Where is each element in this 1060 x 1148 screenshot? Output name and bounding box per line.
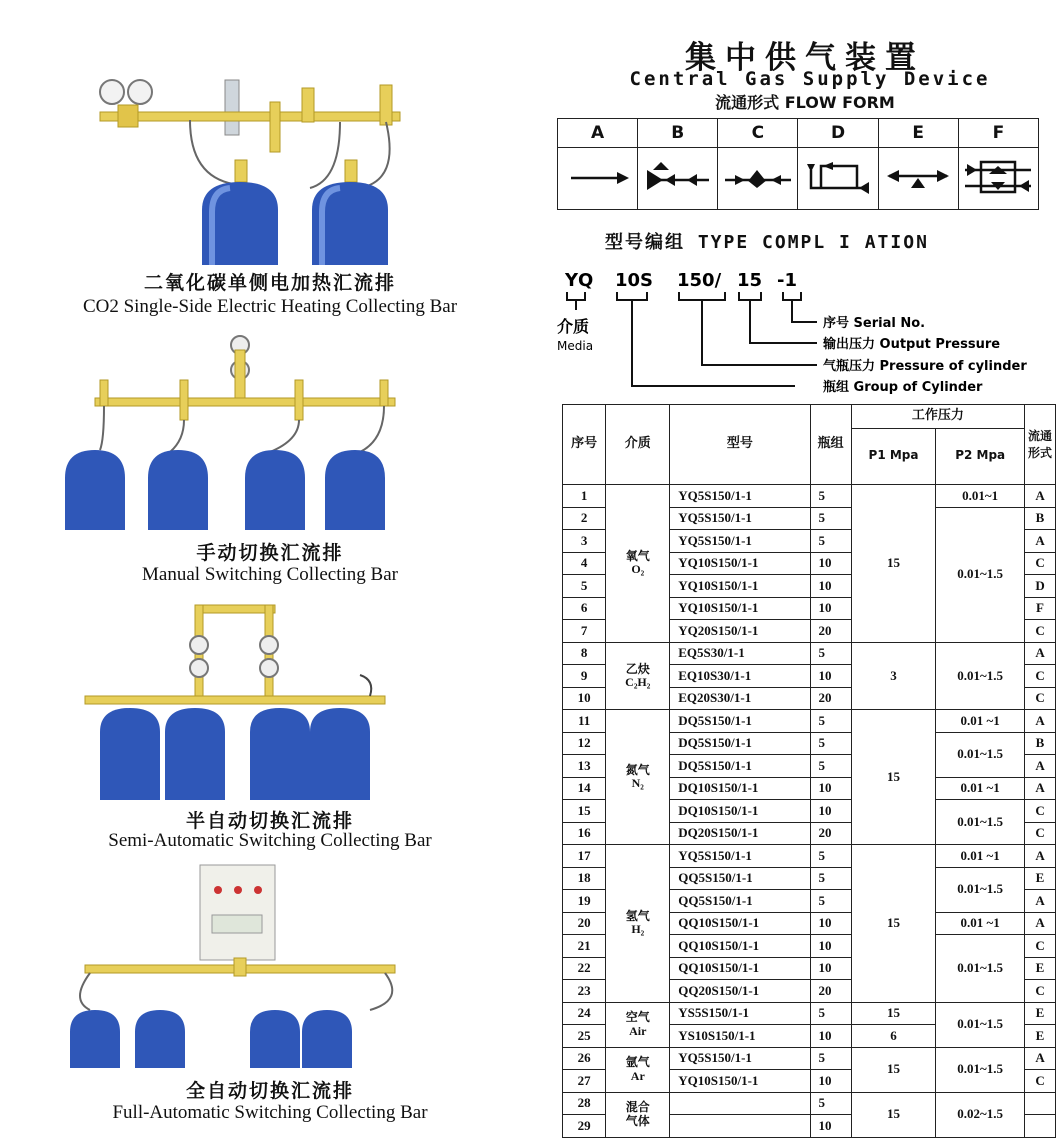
model-cell: QQ5S150/1-1 [670, 867, 810, 890]
product-1-en: CO2 Single-Side Electric Heating Collecting Bar [82, 296, 458, 317]
flow-form-table [557, 118, 1039, 210]
flow-cell: E [1025, 1025, 1056, 1048]
manual-switching-bar-image [40, 330, 500, 530]
model-cell: EQ20S30/1-1 [670, 687, 810, 710]
group-cell: 5 [810, 755, 851, 778]
flow-cell: F [1025, 597, 1056, 620]
model-cell: YS10S150/1-1 [670, 1025, 810, 1048]
model-cell: YQ5S150/1-1 [670, 507, 810, 530]
row-number: 16 [563, 822, 606, 845]
code-media: YQ [565, 270, 594, 291]
model-cell: DQ20S150/1-1 [670, 822, 810, 845]
row-number: 1 [563, 485, 606, 508]
flow-cell: A [1025, 890, 1056, 913]
bypass-loop-icon [799, 148, 877, 204]
col-flow-header: 流通形式 [1025, 405, 1056, 485]
model-cell: YQ5S150/1-1 [670, 1047, 810, 1070]
model-cell: YQ10S150/1-1 [670, 1070, 810, 1093]
table-row [563, 1047, 1056, 1070]
group-cell: 5 [810, 1002, 851, 1025]
row-number: 10 [563, 687, 606, 710]
p2-cell: 0.01~1.5 [936, 642, 1025, 710]
media-name: 氧气 [625, 549, 650, 564]
row-number: 17 [563, 845, 606, 868]
row-number: 2 [563, 507, 606, 530]
flow-cell [1025, 1115, 1056, 1138]
media-name: 乙炔 [625, 661, 650, 676]
product-2-cn: 手动切换汇流排 [196, 542, 344, 564]
group-cell: 10 [810, 597, 851, 620]
p2-cell: 0.01~1.5 [936, 507, 1025, 642]
code-serial: -1 [777, 270, 797, 291]
media-symbol: C₂H₂ [625, 674, 651, 689]
row-number: 8 [563, 642, 606, 665]
col-p2-header: P2 Mpa [936, 429, 1025, 485]
row-number: 13 [563, 755, 606, 778]
output-pressure-label: 输出压力 Output Pressure [823, 337, 1001, 352]
flow-letter-b: B [638, 119, 718, 148]
row-number: 14 [563, 777, 606, 800]
p1-cell: 3 [851, 642, 936, 710]
flow-cell: A [1025, 530, 1056, 553]
p1-cell: 15 [851, 845, 936, 1003]
model-cell: QQ10S150/1-1 [670, 957, 810, 980]
group-cell: 5 [810, 890, 851, 913]
p2-cell: 0.01 ~1 [936, 710, 1025, 733]
split-arrow-icon [879, 148, 957, 204]
row-number: 27 [563, 1070, 606, 1093]
model-cell: DQ5S150/1-1 [670, 755, 810, 778]
cylinder-pressure-label: 气瓶压力 Pressure of cylinder [823, 359, 1027, 374]
p2-cell: 0.01 ~1 [936, 912, 1025, 935]
flow-cell: E [1025, 957, 1056, 980]
row-number: 5 [563, 575, 606, 598]
model-cell: DQ10S150/1-1 [670, 800, 810, 823]
media-symbol: H₂ [631, 922, 645, 937]
p1-cell: 15 [851, 1002, 936, 1025]
model-cell: QQ20S150/1-1 [670, 980, 810, 1003]
model-cell: YQ5S150/1-1 [670, 530, 810, 553]
group-cell: 10 [810, 800, 851, 823]
flow-cell: E [1025, 867, 1056, 890]
media-name: 氢气 [625, 909, 650, 924]
flow-cell: C [1025, 620, 1056, 643]
model-cell: EQ10S30/1-1 [670, 665, 810, 688]
media-cell [606, 1047, 670, 1092]
flow-symbol-f [958, 148, 1038, 210]
row-number: 6 [563, 597, 606, 620]
code-output: 15 [737, 270, 763, 291]
p2-cell: 0.01~1.5 [936, 935, 1025, 1003]
flow-cell: B [1025, 507, 1056, 530]
model-cell [670, 1115, 810, 1138]
flow-cell: B [1025, 732, 1056, 755]
flow-cell: A [1025, 755, 1056, 778]
product-2-en: Manual Switching Collecting Bar [142, 564, 398, 585]
flow-letter-e: E [878, 119, 958, 148]
group-cell: 5 [810, 485, 851, 508]
media-symbol: N₂ [631, 776, 644, 790]
p2-cell: 0.01~1.5 [936, 800, 1025, 845]
group-cell: 5 [810, 732, 851, 755]
group-cell: 5 [810, 710, 851, 733]
row-number: 21 [563, 935, 606, 958]
group-cell: 5 [810, 845, 851, 868]
valve-bidirectional-icon [719, 148, 797, 204]
model-cell: YQ10S150/1-1 [670, 597, 810, 620]
row-number: 23 [563, 980, 606, 1003]
flow-letter-f: F [958, 119, 1038, 148]
row-number: 18 [563, 867, 606, 890]
group-cell: 20 [810, 822, 851, 845]
flow-cell: C [1025, 800, 1056, 823]
media-cell [606, 1092, 670, 1137]
p1-cell: 15 [851, 710, 936, 845]
row-number: 9 [563, 665, 606, 688]
product-3-cn: 半自动切换汇流排 [185, 810, 354, 832]
media-cell [606, 710, 670, 845]
specification-panel [555, 0, 1060, 1148]
table-row [563, 845, 1056, 868]
group-cell: 5 [810, 642, 851, 665]
page-subtitle: Central Gas Supply Device [629, 68, 991, 90]
type-compilation-heading: 型号编组 TYPE COMPL I ATION [605, 232, 929, 253]
flow-cell: D [1025, 575, 1056, 598]
model-cell: YQ5S150/1-1 [670, 485, 810, 508]
group-cell: 10 [810, 957, 851, 980]
media-name: 氮气 [625, 762, 650, 777]
media-name: 混合 [625, 1100, 650, 1115]
flow-cell: C [1025, 822, 1056, 845]
row-number: 15 [563, 800, 606, 823]
table-row [563, 485, 1056, 508]
group-cell: 5 [810, 507, 851, 530]
flow-letter-c: C [718, 119, 798, 148]
p1-cell: 15 [851, 1092, 936, 1137]
p1-cell: 15 [851, 485, 936, 643]
media-label-cn: 介质 [557, 317, 590, 336]
flow-cell: A [1025, 710, 1056, 733]
flow-cell: A [1025, 642, 1056, 665]
media-label-en: Media [557, 339, 594, 353]
group-cell: 10 [810, 552, 851, 575]
media-cell [606, 485, 670, 643]
group-cell: 10 [810, 1115, 851, 1138]
group-cell: 5 [810, 1047, 851, 1070]
model-cell: YQ5S150/1-1 [670, 845, 810, 868]
p2-cell: 0.01~1.5 [936, 1047, 1025, 1092]
model-cell: QQ5S150/1-1 [670, 890, 810, 913]
col-model-header: 型号 [670, 405, 810, 485]
flow-cell: C [1025, 552, 1056, 575]
row-number: 22 [563, 957, 606, 980]
table-row [563, 1002, 1056, 1025]
media-cell [606, 845, 670, 1003]
code-group: 10S [615, 270, 654, 291]
media-name: 氩气 [625, 1055, 650, 1070]
double-loop-icon [959, 148, 1037, 204]
group-cell: 10 [810, 665, 851, 688]
flow-cell: A [1025, 845, 1056, 868]
model-cell: DQ10S150/1-1 [670, 777, 810, 800]
col-media-header: 介质 [606, 405, 670, 485]
product-3-en: Semi-Automatic Switching Collecting Bar [108, 830, 432, 851]
flow-cell: C [1025, 935, 1056, 958]
media-cell [606, 1002, 670, 1047]
row-number: 24 [563, 1002, 606, 1025]
flow-cell: C [1025, 1070, 1056, 1093]
flow-letter-d: D [798, 119, 878, 148]
arrow-right-icon [559, 148, 637, 204]
group-cell: 10 [810, 1025, 851, 1048]
row-number: 3 [563, 530, 606, 553]
row-number: 26 [563, 1047, 606, 1070]
row-number: 28 [563, 1092, 606, 1115]
group-cell: 5 [810, 530, 851, 553]
p2-cell: 0.01~1 [936, 485, 1025, 508]
type-code-diagram [555, 262, 1060, 402]
model-cell: YQ20S150/1-1 [670, 620, 810, 643]
semi-automatic-bar-image [40, 600, 500, 800]
model-cell: EQ5S30/1-1 [670, 642, 810, 665]
flow-cell: C [1025, 980, 1056, 1003]
model-cell: YQ10S150/1-1 [670, 575, 810, 598]
row-number: 11 [563, 710, 606, 733]
serial-label: 序号 Serial No. [823, 316, 926, 331]
model-cell [670, 1092, 810, 1115]
table-row [563, 710, 1056, 733]
model-cell: DQ5S150/1-1 [670, 732, 810, 755]
flow-cell: E [1025, 1002, 1056, 1025]
media-symbol: O₂ [631, 562, 645, 577]
flow-letter-a: A [558, 119, 638, 148]
media-symbol: 气体 [625, 1113, 650, 1128]
p2-cell: 0.01 ~1 [936, 845, 1025, 868]
flow-cell: C [1025, 687, 1056, 710]
media-symbol: Air [629, 1023, 647, 1038]
p1-cell: 15 [851, 1047, 936, 1092]
table-row [563, 1092, 1056, 1115]
working-pressure-header: 工作压力 [851, 405, 1024, 429]
product-1-cn: 二氧化碳单侧电加热汇流排 [143, 272, 396, 294]
full-automatic-bar-image [40, 860, 500, 1068]
flow-cell: A [1025, 1047, 1056, 1070]
page-title: 集中供气装置 [685, 40, 925, 76]
co2-heating-bar-image [40, 60, 500, 265]
cylinder-group-label: 瓶组 Group of Cylinder [823, 380, 983, 395]
media-name: 空气 [625, 1010, 650, 1025]
flow-form-heading: 流通形式 FLOW FORM [715, 93, 895, 112]
flow-cell: A [1025, 912, 1056, 935]
model-cell: DQ5S150/1-1 [670, 710, 810, 733]
col-p1-header: P1 Mpa [851, 429, 936, 485]
group-cell: 5 [810, 1092, 851, 1115]
row-number: 4 [563, 552, 606, 575]
p2-cell: 0.01 ~1 [936, 777, 1025, 800]
row-number: 19 [563, 890, 606, 913]
p2-cell: 0.01~1.5 [936, 732, 1025, 777]
specification-table [562, 404, 1056, 1138]
group-cell: 10 [810, 777, 851, 800]
flow-cell: C [1025, 665, 1056, 688]
p2-cell: 0.01~1.5 [936, 867, 1025, 912]
row-number: 7 [563, 620, 606, 643]
group-cell: 10 [810, 935, 851, 958]
group-cell: 5 [810, 867, 851, 890]
row-number: 20 [563, 912, 606, 935]
group-cell: 10 [810, 1070, 851, 1093]
group-cell: 20 [810, 980, 851, 1003]
col-no-header: 序号 [563, 405, 606, 485]
model-cell: YQ10S150/1-1 [670, 552, 810, 575]
product-4-cn: 全自动切换汇流排 [185, 1080, 354, 1102]
flow-cell: A [1025, 485, 1056, 508]
row-number: 29 [563, 1115, 606, 1138]
row-number: 25 [563, 1025, 606, 1048]
model-cell: QQ10S150/1-1 [670, 912, 810, 935]
flow-cell: A [1025, 777, 1056, 800]
model-cell: YS5S150/1-1 [670, 1002, 810, 1025]
media-symbol: Ar [630, 1068, 645, 1083]
flow-symbol-d [798, 148, 878, 210]
table-row [563, 642, 1056, 665]
row-number: 12 [563, 732, 606, 755]
p1-cell: 6 [851, 1025, 936, 1048]
flow-symbol-e [878, 148, 958, 210]
flow-symbol-a [558, 148, 638, 210]
valve-left-arrow-icon [639, 148, 717, 204]
group-cell: 20 [810, 620, 851, 643]
col-group-header: 瓶组 [810, 405, 851, 485]
group-cell: 20 [810, 687, 851, 710]
group-cell: 10 [810, 912, 851, 935]
flow-cell [1025, 1092, 1056, 1115]
group-cell: 10 [810, 575, 851, 598]
media-cell [606, 642, 670, 710]
p2-cell: 0.02~1.5 [936, 1092, 1025, 1137]
product-4-en: Full-Automatic Switching Collecting Bar [112, 1102, 428, 1123]
specification-rows [563, 485, 1056, 1138]
model-cell: QQ10S150/1-1 [670, 935, 810, 958]
code-cylinder-pressure: 150/ [677, 270, 722, 291]
flow-symbol-c [718, 148, 798, 210]
p2-cell: 0.01~1.5 [936, 1002, 1025, 1047]
flow-symbol-b [638, 148, 718, 210]
